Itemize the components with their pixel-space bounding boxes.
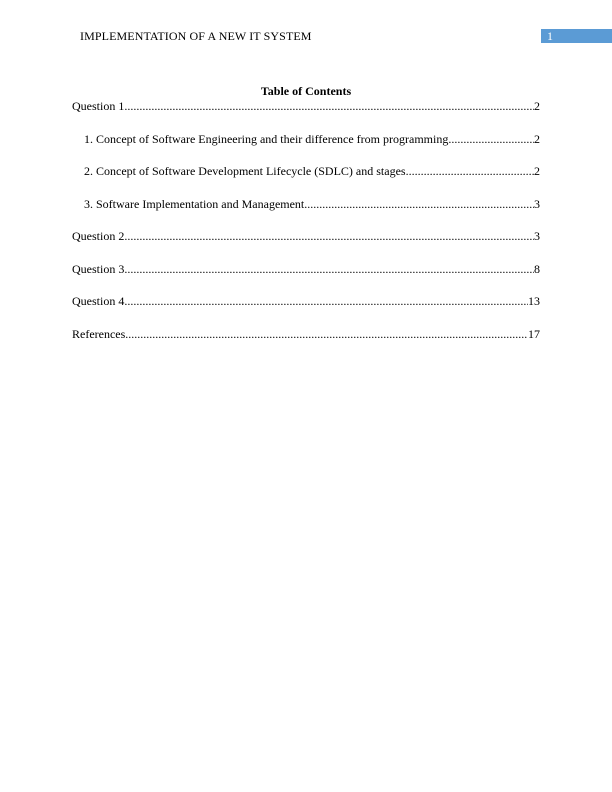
toc-entry-software-engineering[interactable]: [84, 132, 540, 146]
toc-dot-leader: [124, 229, 534, 243]
toc-entry-page: 2: [534, 132, 540, 146]
toc-dot-leader: [448, 132, 534, 146]
toc-dot-leader: [124, 262, 534, 276]
toc-entry-label: 2. Concept of Software Development Lifecycle (SDLC) and stages: [84, 164, 406, 178]
toc-dot-leader: [125, 327, 528, 341]
toc-dot-leader: [406, 164, 534, 178]
toc-entry-label: Question 2: [72, 229, 125, 243]
toc-entry-page: 17: [528, 327, 540, 341]
toc-entry-page: 8: [534, 262, 540, 276]
toc-entry-question-3[interactable]: [72, 262, 540, 276]
toc-heading: Table of Contents: [260, 84, 352, 98]
toc-entry-question-4[interactable]: [72, 294, 540, 308]
toc-entry-page: 3: [534, 197, 540, 211]
toc-entry-label: Question 3: [72, 262, 125, 276]
toc-entry-label: Question 1: [72, 99, 125, 113]
toc-dot-leader: [304, 197, 534, 211]
toc-entry-page: 3: [534, 229, 540, 243]
toc-entry-question-1[interactable]: [72, 99, 540, 113]
toc-dot-leader: [124, 99, 534, 113]
toc-entry-references[interactable]: [72, 327, 540, 341]
toc-entry-label: 1. Concept of Software Engineering and their difference from programming: [84, 132, 449, 146]
page-number: 1: [547, 29, 553, 43]
toc-entry-label: 3. Software Implementation and Management: [84, 197, 305, 211]
running-header-title: IMPLEMENTATION OF A NEW IT SYSTEM: [80, 29, 312, 43]
toc-entry-page: 2: [534, 99, 540, 113]
toc-entry-question-2[interactable]: [72, 229, 540, 243]
toc-entry-label: Question 4: [72, 294, 125, 308]
toc-entry-sdlc[interactable]: [84, 164, 540, 178]
page-number-badge: [541, 29, 612, 43]
toc-entry-implementation[interactable]: [84, 197, 540, 211]
toc-entry-page: 2: [534, 164, 540, 178]
toc-dot-leader: [124, 294, 528, 308]
toc-entry-label: References: [72, 327, 126, 341]
toc-entry-page: 13: [528, 294, 540, 308]
